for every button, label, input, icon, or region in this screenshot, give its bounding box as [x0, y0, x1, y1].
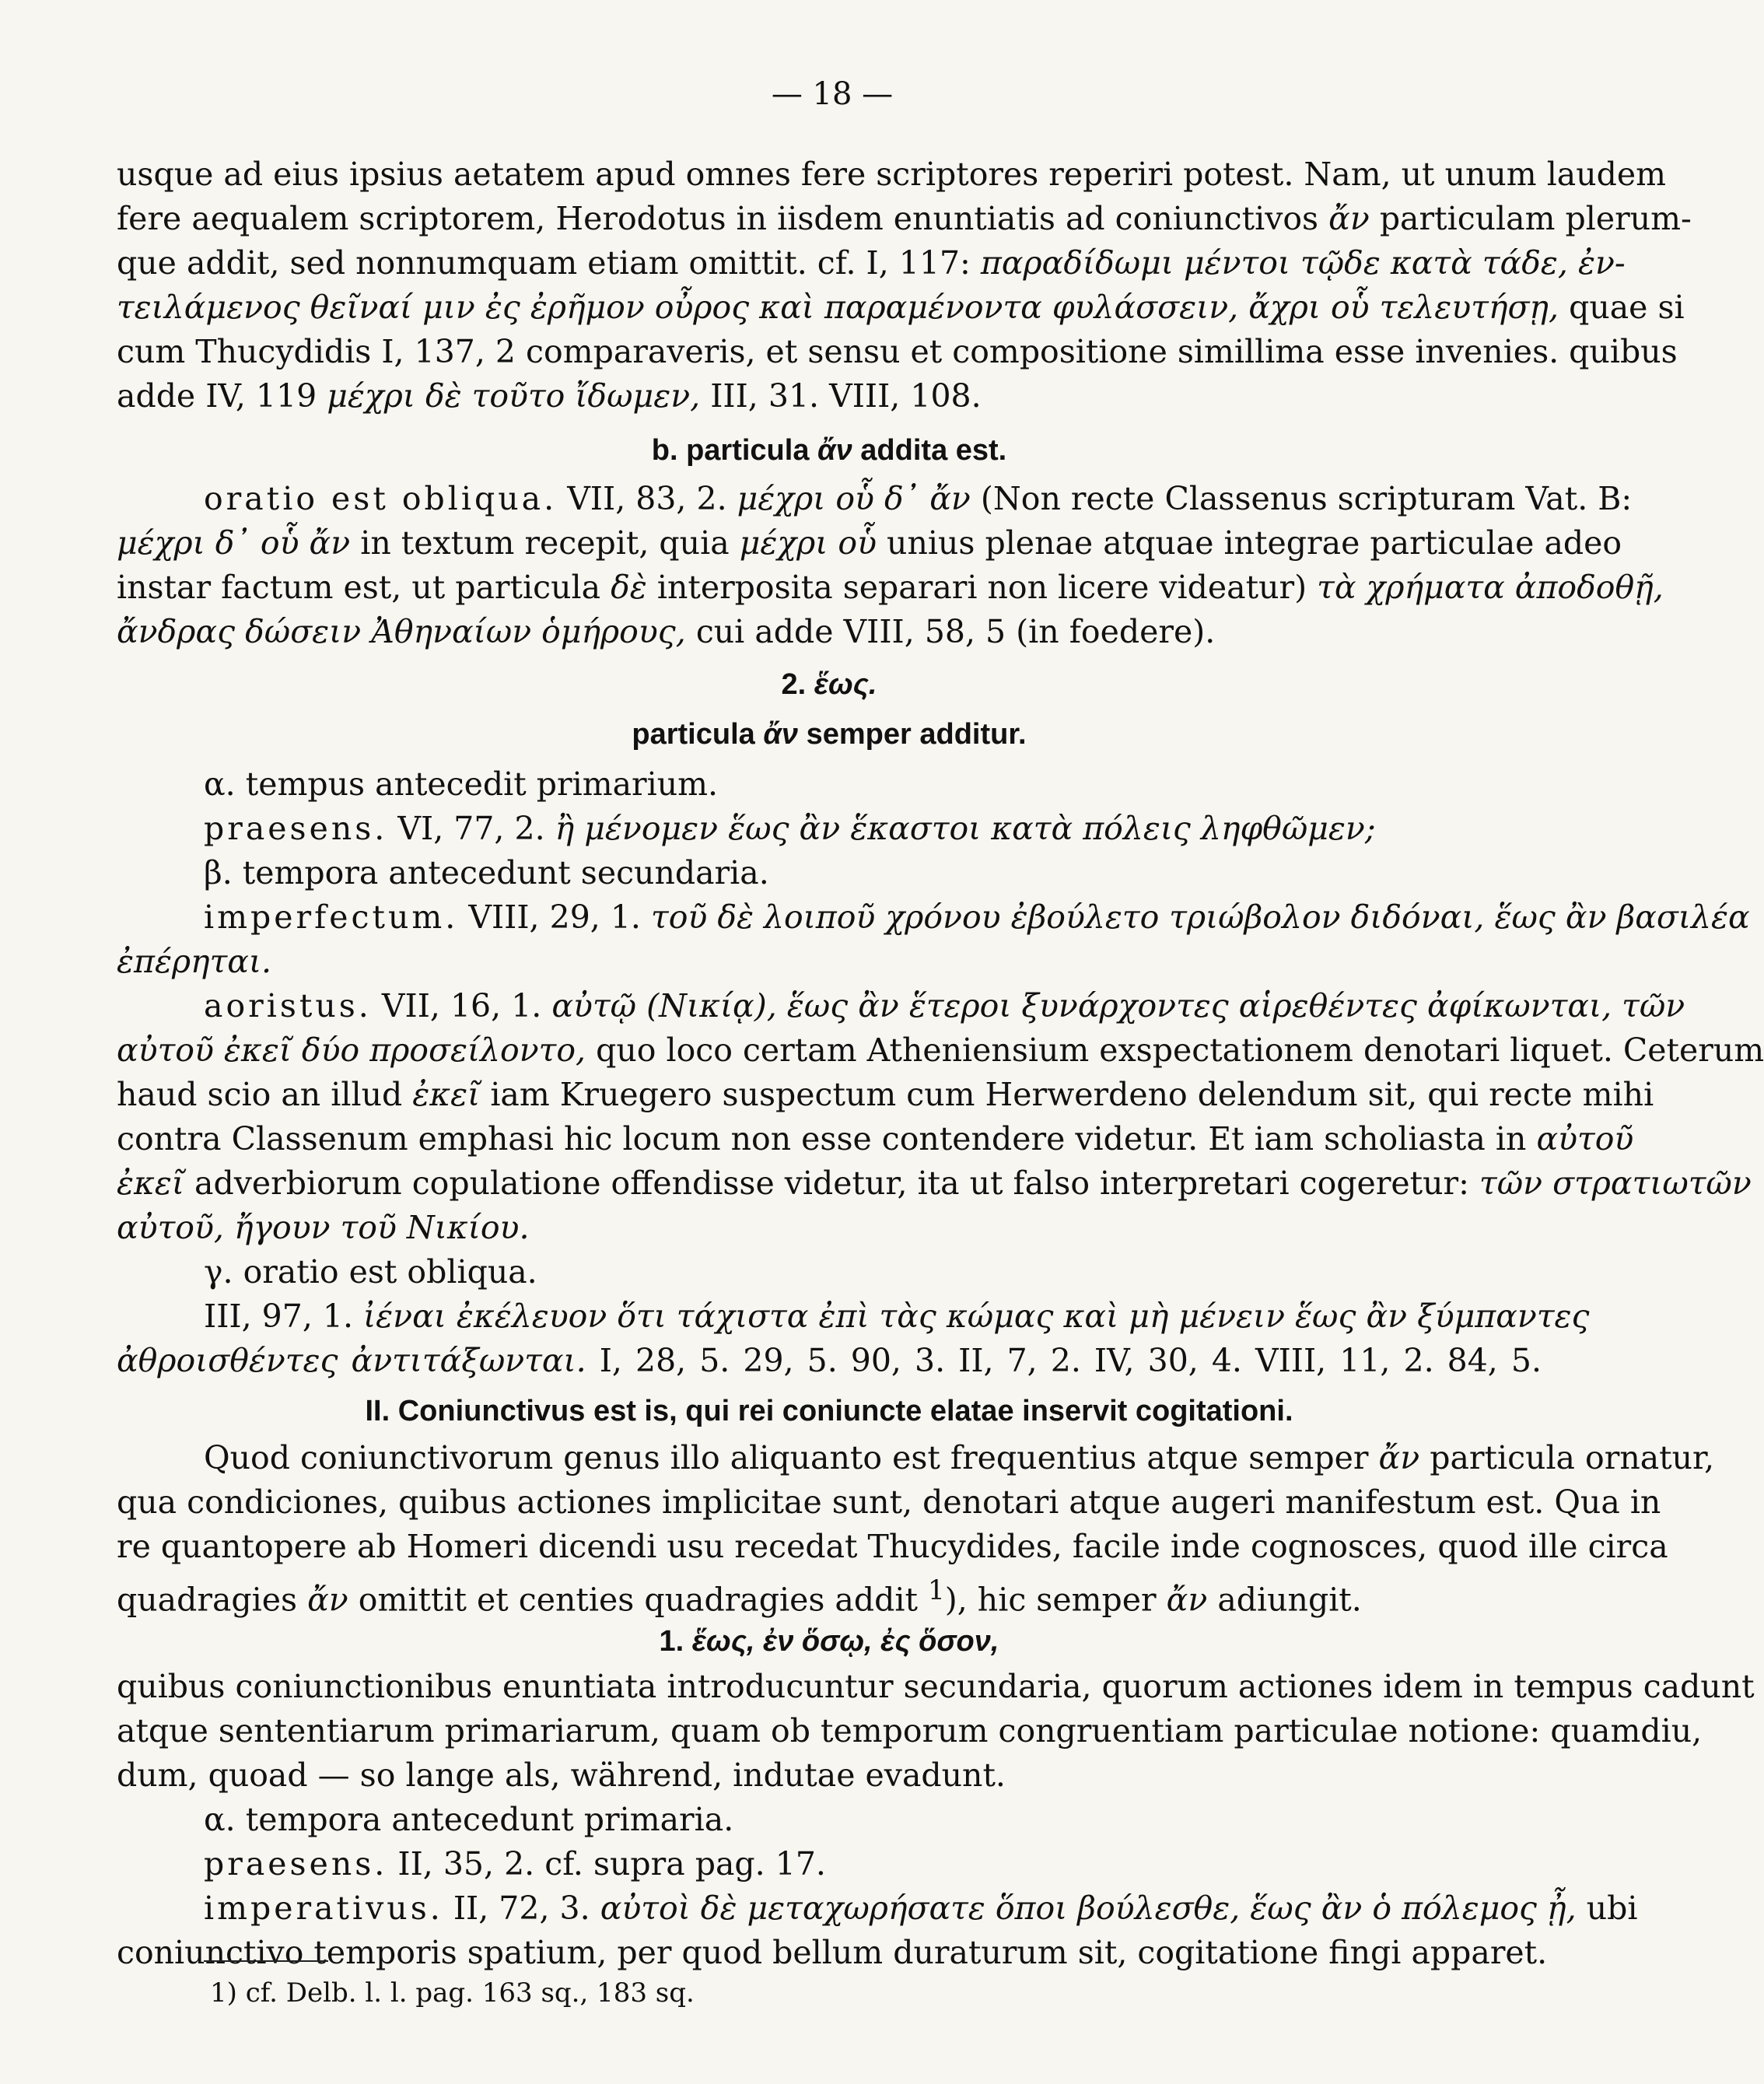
text-line: γ. oratio est obliqua.: [204, 1253, 537, 1291]
text-line: dum, quoad — so lange als, während, indutae evadunt.: [117, 1757, 1006, 1794]
text-line: α. tempora antecedunt primaria.: [204, 1801, 734, 1838]
text-line: μέχρι δ᾽ οὗ ἄν in textum recepit, quia μέχρι οὗ unius plenae atquae integrae particulae adeo: [117, 524, 1622, 562]
text-line: τειλάμενος θεῖναί μιν ἐς ἐρῆμον οὖρος καὶ παραμένοντα φυλάσσειν, ἄχρι οὗ τελευτήσῃ, quae si: [117, 289, 1685, 326]
footnote-rule: [204, 1960, 328, 1962]
text-line: imperativus. II, 72, 3. αὐτοὶ δὲ μεταχωρήσατε ὅποι βούλεσθε, ἕως ἂν ὁ πόλεμος ᾖ, ubi: [204, 1890, 1638, 1927]
text-line: aoristus. VII, 16, 1. αὐτῷ (Νικίᾳ), ἕως ἂν ἕτεροι ξυνάρχοντες αἱρεθέντες ἀφίκωνται, τῶν: [204, 987, 1685, 1024]
text-line: adde IV, 119 μέχρι δὲ τοῦτο ἴδωμεν, III, 31. VIII, 108.: [117, 377, 982, 415]
text-line: ἄνδρας δώσειν Ἀθηναίων ὁμήρους, cui adde VIII, 58, 5 (in foedere).: [117, 613, 1216, 650]
footnote-ref: 1: [928, 1575, 945, 1606]
text-line: praesens. II, 35, 2. cf. supra pag. 17.: [204, 1845, 826, 1883]
text-line: αὐτοῦ, ἤγουν τοῦ Νικίου.: [117, 1209, 530, 1246]
text-line: αὐτοῦ ἐκεῖ δύο προσείλοντο, quo loco certam Atheniensium exspectationem denotari liquet. Ceterum: [117, 1031, 1764, 1069]
text-line: atque sententiarum primariarum, quam ob temporum congruentiam particulae notione: quamdiu,: [117, 1712, 1703, 1750]
text-line: ἀθροισθέντες ἀντιτάξωνται. I, 28, 5. 29, 5. 90, 3. II, 7, 2. IV, 30, 4. VIII, 11, 2. 84, 5.: [117, 1342, 1542, 1379]
text-line: contra Classenum emphasi hic locum non esse contendere videtur. Et iam scholiasta in αὐτοῦ: [117, 1120, 1634, 1158]
text-line: que addit, sed nonnumquam etiam omittit. cf. I, 117: παραδίδωμι μέντοι τῷδε κατὰ τάδε, ἐν-: [117, 244, 1626, 282]
text-line: ἐπέρηται.: [117, 943, 272, 980]
section-heading: b. particula ἄν addita est.: [651, 434, 1007, 467]
text-line: usque ad eius ipsius aetatem apud omnes fere scriptores reperiri potest. Nam, ut unum laudem: [117, 156, 1667, 193]
text-line: quibus coniunctionibus enuntiata introducuntur secundaria, quorum actiones idem in tempus cadunt: [117, 1668, 1755, 1705]
section-heading: 1. ἕως, ἐν ὅσῳ, ἐς ὅσον,: [659, 1625, 999, 1658]
text-line: oratio est obliqua. VII, 83, 2. μέχρι οὗ δ᾽ ἄν (Non recte Classenus scripturam Vat. B:: [204, 480, 1633, 517]
section-subheading: particula ἄν semper additur.: [632, 718, 1027, 751]
section-heading: 2. ἕως.: [781, 668, 877, 701]
text-line: praesens. VI, 77, 2. ἢ μένομεν ἕως ἂν ἕκαστοι κατὰ πόλεις ληφθῶμεν;: [204, 810, 1376, 847]
footnote: 1) cf. Delb. l. l. pag. 163 sq., 183 sq.: [210, 1977, 695, 2009]
text-line: re quantopere ab Homeri dicendi usu recedat Thucydides, facile inde cognosces, quod ille circa: [117, 1528, 1668, 1565]
text-line: Quod coniunctivorum genus illo aliquanto est frequentius atque semper ἄν particula ornatur,: [204, 1439, 1715, 1476]
text-line: quadragies ἄν omittit et centies quadragies addit $^1$), hic semper ἄν adiungit.: [117, 1575, 1362, 1619]
text-line: fere aequalem scriptorem, Herodotus in iisdem enuntiatis ad coniunctivos ἄν particulam plerum-: [117, 200, 1692, 237]
page-number: — 18 —: [771, 76, 894, 112]
text-line: instar factum est, ut particula δὲ interposita separari non licere videatur) τὰ χρήματα ἀποδοθῇ,: [117, 569, 1664, 606]
text-line: ἐκεῖ adverbiorum copulatione offendisse videtur, ita ut falso interpretari cogeretur: τῶν στρατιωτῶν: [117, 1165, 1752, 1202]
text-line: α. tempus antecedit primarium.: [204, 765, 719, 803]
section-heading: II. Coniunctivus est is, qui rei coniuncte elatae inservit cogitationi.: [365, 1395, 1293, 1427]
text-line: cum Thucydidis I, 137, 2 comparaveris, et sensu et compositione simillima esse invenies. quibus: [117, 333, 1678, 370]
text-line: imperfectum. VIII, 29, 1. τοῦ δὲ λοιποῦ χρόνου ἐβούλετο τριώβολον διδόναι, ἕως ἂν βασιλέα: [204, 898, 1750, 936]
text-line: β. tempora antecedunt secundaria.: [204, 854, 769, 891]
text-line: III, 97, 1. ἰέναι ἐκέλευον ὅτι τάχιστα ἐπὶ τὰς κώμας καὶ μὴ μένειν ἕως ἂν ξύμπαντες: [204, 1298, 1590, 1335]
text-line: coniunctivo temporis spatium, per quod bellum duraturum sit, cogitatione fingi apparet.: [117, 1934, 1548, 1971]
text-line: qua condiciones, quibus actiones implicitae sunt, denotari atque augeri manifestum est. Qua in: [117, 1483, 1661, 1521]
text-line: haud scio an illud ἐκεῖ iam Kruegero suspectum cum Herwerdeno delendum sit, qui recte mihi: [117, 1076, 1654, 1113]
